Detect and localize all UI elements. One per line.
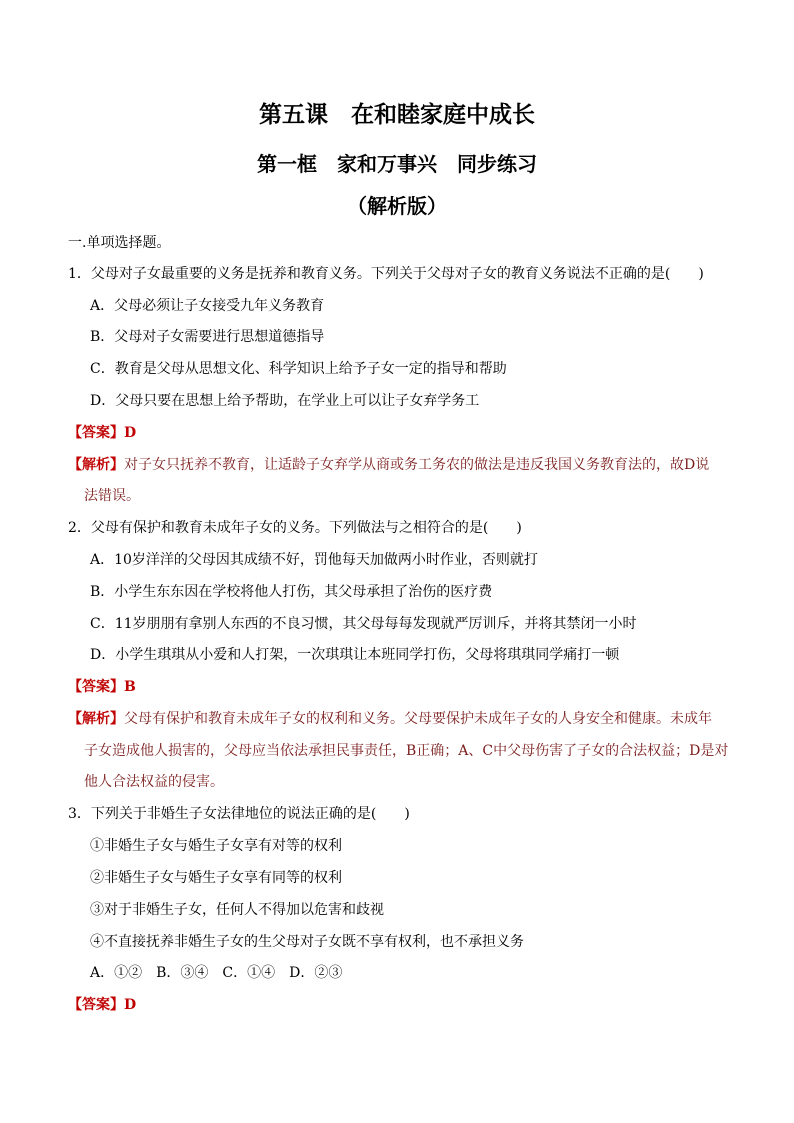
analysis-text: 对子女只抚养不教育，让适龄子女弃学从商或务工务农的做法是违反我国义务教育法的，故D说 [124,457,710,473]
question-1-analysis [68,455,709,475]
question-2-option-b: B．小学生东东因在学校将他人打伤，其父母承担了治伤的医疗费 [90,584,493,600]
question-2-analysis [68,709,712,729]
analysis-label: 【解析】 [68,457,124,473]
page-version: （解析版） [347,194,447,218]
question-1-answer [68,423,136,443]
question-2-option-d: D．小学生琪琪从小爱和人打架，一次琪琪让本班同学打伤，父母将琪琪同学痛打一顿 [90,647,620,663]
question-2-option-c: C．11岁朋朋有拿别人东西的不良习惯，其父母每每发现就严厉训斥，并将其禁闭一小时 [90,616,637,632]
analysis-label: 【解析】 [68,711,124,727]
answer-label: 【答案】 [68,997,124,1013]
question-1-option-d: D．父母只要在思想上给予帮助，在学业上可以让子女弃学务工 [90,393,480,409]
question-2-answer [68,677,136,697]
question-1-option-a: A．父母必须让子女接受九年义务教育 [90,298,325,314]
analysis-text: 父母有保护和教育未成年子女的权利和义务。父母要保护未成年子女的人身安全和健康。未成年 [124,711,712,727]
question-3-choices: A．①② B．③④ C．①④ D．②③ [90,965,343,981]
question-3-statement-1: ①非婚生子女与婚生子女享有对等的权利 [90,838,342,854]
question-1-option-c: C．教育是父母从思想文化、科学知识上给予子女一定的指导和帮助 [90,361,507,377]
answer-value: D [124,997,137,1013]
section-heading: 一.单项选择题。 [68,235,171,251]
question-1-stem: 1．父母对子女最重要的义务是抚养和教育义务。下列关于父母对子女的教育义务说法不正确的是( ) [68,266,704,282]
answer-value: B [124,679,136,695]
question-2-analysis-cont-1: 子女造成他人损害的，父母应当依法承担民事责任，B正确；A、C中父母伤害了子女的合法权益；D是对 [84,743,729,759]
question-3-stem: 3．下列关于非婚生子女法律地位的说法正确的是( ) [68,806,410,822]
question-1-option-b: B．父母对子女需要进行思想道德指导 [90,329,325,345]
page-title: 第五课 在和睦家庭中成长 [259,101,535,128]
answer-value: D [124,425,137,441]
question-3-statement-4: ④不直接抚养非婚生子女的生父母对子女既不享有权利，也不承担义务 [90,934,524,950]
question-3-answer [68,995,136,1015]
answer-label: 【答案】 [68,679,124,695]
question-1-analysis-cont: 法错误。 [84,488,140,504]
question-2-option-a: A．10岁洋洋的父母因其成绩不好，罚他每天加做两小时作业，否则就打 [90,552,538,568]
question-3-statement-2: ②非婚生子女与婚生子女享有同等的权利 [90,870,342,886]
question-2-stem: 2．父母有保护和教育未成年子女的义务。下列做法与之相符合的是( ) [68,520,522,536]
page-subtitle: 第一框 家和万事兴 同步练习 [257,152,537,176]
answer-label: 【答案】 [68,425,124,441]
question-2-analysis-cont-2: 他人合法权益的侵害。 [84,774,224,790]
question-3-statement-3: ③对于非婚生子女，任何人不得加以危害和歧视 [90,902,384,918]
